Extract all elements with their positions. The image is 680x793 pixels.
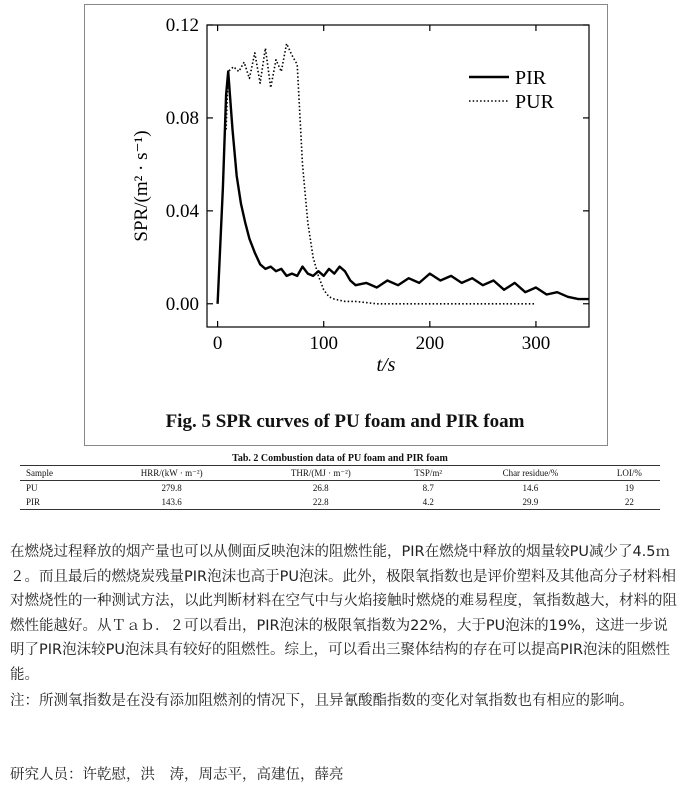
y-tick-label: 0.04 xyxy=(165,200,199,222)
x-tick-label: 200 xyxy=(415,333,445,354)
body-text: 在燃烧过程释放的烟产量也可以从侧面反映泡沫的阻燃性能，PIR在燃烧中释放的烟量较PU减少了4.5ｍ２。而且最后的燃烧炭残量PIR泡沫也高于PU泡沫。此外，极限氧指数也是评价塑料及其他高分子材料相对燃烧性的一种测试方法，以此判断材料在空气中与火焰接触时燃烧的难易程度，氧指数越大，材料的阻燃性能越好。从Ｔａｂ．２可以看出，PIR泡沫的极限氧指数为22%，大于PU泡沫的19%，这进一步说明了PIR泡沫较PU泡沫具有较好的阻燃性。综上，可以看出三聚体结构的存在可以提高PIR泡沫的阻燃性能。 xyxy=(10,544,677,683)
body-paragraph xyxy=(10,540,678,687)
figure-caption: Fig. 5 SPR curves of PU foam and PIR foam xyxy=(165,411,525,432)
y-axis-label: SPR/(m² · s⁻¹) xyxy=(131,130,152,242)
table-row xyxy=(20,495,660,510)
cell-loi: 19 xyxy=(624,483,634,493)
cell-sample: PIR xyxy=(26,497,41,507)
x-tick-label: 300 xyxy=(521,333,551,354)
cell-char-residue: 14.6 xyxy=(522,483,539,493)
header-char-residue: Char residue/% xyxy=(502,468,559,478)
header-loi: LOI/% xyxy=(616,468,642,478)
y-tick-label: 0.08 xyxy=(165,107,199,129)
y-tick-label: 0.12 xyxy=(165,15,199,36)
table-row xyxy=(20,481,660,496)
y-tick-label: 0.00 xyxy=(165,293,199,315)
cell-tsp: 4.2 xyxy=(422,497,434,507)
x-tick-label: 100 xyxy=(309,333,338,354)
header-sample: Sample xyxy=(26,468,53,478)
table-header-row xyxy=(20,466,660,481)
combustion-data-table xyxy=(20,452,660,528)
x-tick-label: 0 xyxy=(212,333,223,354)
cell-sample: PU xyxy=(26,483,38,493)
note-paragraph xyxy=(10,689,678,714)
cell-loi: 22 xyxy=(624,497,634,507)
figure-5 xyxy=(84,4,608,446)
table-title: Tab. 2 Combustion data of PU foam and PIR foam xyxy=(232,453,448,464)
legend-label-pir: PIR xyxy=(515,67,547,89)
header-tsp: TSP/m² xyxy=(414,468,443,478)
header-hrr: HRR/(kW · m⁻²) xyxy=(140,468,203,478)
legend-label-pur: PUR xyxy=(515,91,554,113)
cell-hrr: 143.6 xyxy=(161,497,182,507)
x-axis-label: t/s xyxy=(376,354,396,376)
spr-chart xyxy=(85,5,607,445)
cell-thr: 26.8 xyxy=(312,483,329,493)
series-line-pur xyxy=(226,44,536,304)
cell-char-residue: 29.9 xyxy=(522,497,539,507)
note-text: 注：所测氧指数是在没有添加阻燃剂的情况下，且异氰酸酯指数的变化对氧指数也有相应的影响。 xyxy=(10,693,634,709)
header-thr: THR/(MJ · m⁻²) xyxy=(290,468,351,478)
researchers-line: 研究人员：许乾慰，洪 涛，周志平，高建伍，薛亮 xyxy=(10,767,344,783)
cell-thr: 22.8 xyxy=(312,497,329,507)
cell-hrr: 279.8 xyxy=(161,483,182,493)
cell-tsp: 8.7 xyxy=(422,483,434,493)
